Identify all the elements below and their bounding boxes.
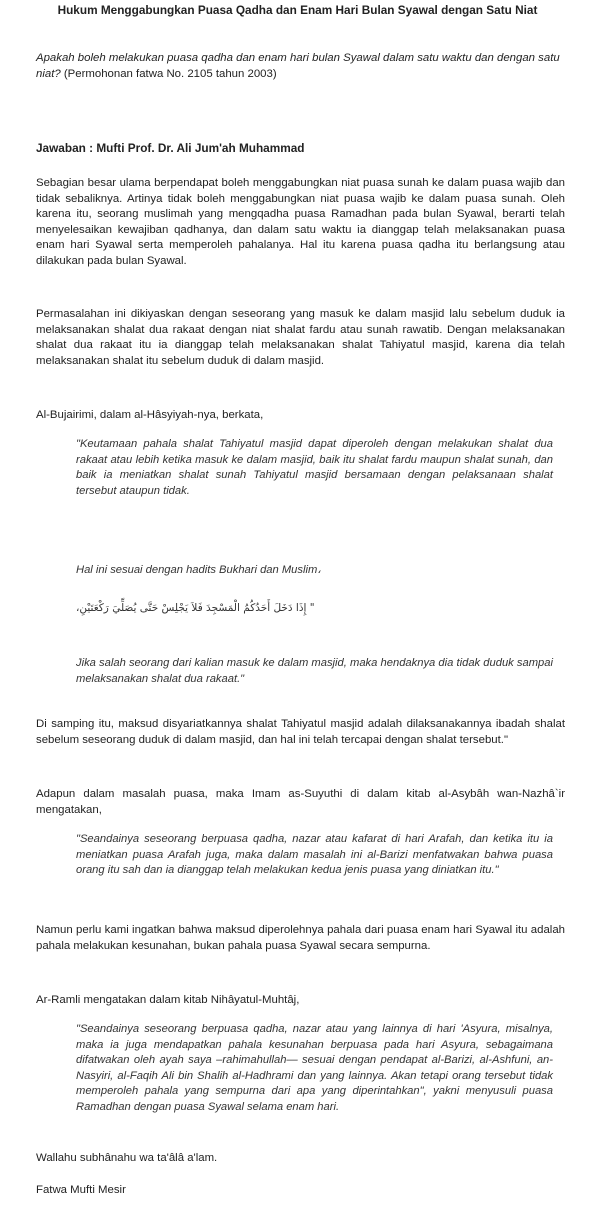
paragraph-6: Namun perlu kami ingatkan bahwa maksud diperolehnya pahala dari puasa enam hari Syawal itu adalah pahala melakukan kesunahan, bukan pahala puasa Syawal secara sempurna. <box>36 924 565 952</box>
paragraph-4: Di samping itu, maksud disyariatkannya shalat Tahiyatul masjid adalah dilaksanakannya ibadah shalat sebelum seseorang duduk di dalam masjid, dan hal ini telah tercapai dengan shalat tersebut." <box>36 718 565 746</box>
quote-hadith-intro: Hal ini sesuai dengan hadits Bukhari dan Muslim، <box>76 564 321 576</box>
quote-ramli: "Seandainya seseorang berpuasa qadha, nazar atau yang lainnya di hari 'Asyura, misalnya, maka ia juga mendapatkan pahala kesunahan berpuasa pada hari Asyura, sebagaimana difatwakan oleh ayah saya –rahimahullah— sesuai dengan pendapat al-Barizi, al-Ashfuni, an-Nasyiri, al-Faqih Ali bin Shalih al-Hadhrami dan yang lainnya. Akan tetapi orang tersebut tidak memperoleh pahala yang sempurna dari apa yang diperintahkan", yakni menyusuli puasa Ramadhan dengan puasa Syawal selama enam hari. <box>76 1023 553 1113</box>
question-text: Apakah boleh melakukan puasa qadha dan enam hari bulan Syawal dalam satu waktu dan dengan satu niat? <box>36 52 560 80</box>
paragraph-closing: Wallahu subhânahu wa ta'âlâ a'lam. <box>36 1152 218 1164</box>
paragraph-3: Al-Bujairimi, dalam al-Hâsyiyah-nya, berkata, <box>36 409 264 421</box>
page-title: Hukum Menggabungkan Puasa Qadha dan Enam Hari Bulan Syawal dengan Satu Niat <box>57 3 538 17</box>
arabic-hadith: " إِذَا دَخَلَ أَحَدُكُمُ الْمَسْجِدَ فَلاَ يَجْلِسْ حَتَّى يُصَلِّيَ رَكْعَتَيْنِ، <box>76 602 315 614</box>
question-reference: (Permohonan fatwa No. 2105 tahun 2003) <box>60 67 277 80</box>
paragraph-7: Ar-Ramli mengatakan dalam kitab Nihâyatul-Muhtâj, <box>36 994 300 1006</box>
paragraph-5: Adapun dalam masalah puasa, maka Imam as-Suyuthi di dalam kitab al-Asybâh wan-Nazhâ`ir mengatakan, <box>36 788 565 816</box>
signature-line: Fatwa Mufti Mesir <box>36 1184 126 1196</box>
fatwa-question <box>36 51 565 82</box>
quote-bujairimi: "Keutamaan pahala shalat Tahiyatul masjid dapat diperoleh dengan melakukan shalat dua rakaat atau lebih ketika masuk ke dalam masjid, baik itu shalat fardu maupun shalat sunah, dan baik ia meniatkan shalat sunah Tahiyatul masjid bersamaan dengan pelaksanaan shalat tersebut ataupun tidak. <box>76 438 553 497</box>
answer-heading: Jawaban : Mufti Prof. Dr. Ali Jum'ah Muhammad <box>36 141 305 155</box>
paragraph-2: Permasalahan ini dikiyaskan dengan seseorang yang masuk ke dalam masjid lalu sebelum duduk ia melaksanakan shalat dua rakaat dengan niat shalat fardu atau sunah rawatib. Dengan melaksanakan shalat dua rakaat itu ia dianggap telah melaksanakan shalat Tahiyatul masjid, karena dia telah melaksanakan shalat itu sebelum duduk di dalam masjid. <box>36 308 565 367</box>
paragraph-1: Sebagian besar ulama berpendapat boleh menggabungkan niat puasa sunah ke dalam puasa wajib dan tidak sebaliknya. Artinya tidak boleh menggabungkan niat puasa wajib ke dalam puasa sunah. Oleh karena itu, seorang muslimah yang mengqadha puasa Ramadhan pada bulan Syawal, berarti telah menyelesaikan kewajiban qadhanya, dan dalam satu waktu ia dianggap telah melaksanakan puasa enam hari Syawal serta memperoleh pahalanya. Hal itu karena puasa qadha itu berlangsung atau dilakukan pada bulan Syawal. <box>36 177 565 267</box>
quote-suyuthi: "Seandainya seseorang berpuasa qadha, nazar atau kafarat di hari Arafah, dan ketika itu ia meniatkan puasa Arafah juga, maka dalam masalah ini al-Barizi menfatwakan bahwa puasa orang itu sah dan ia dianggap telah melakukan kedua jenis puasa yang diniatkan itu." <box>76 833 553 876</box>
quote-hadith-translation: Jika salah seorang dari kalian masuk ke dalam masjid, maka hendaknya dia tidak duduk sampai melaksanakan shalat dua rakaat." <box>76 657 553 685</box>
